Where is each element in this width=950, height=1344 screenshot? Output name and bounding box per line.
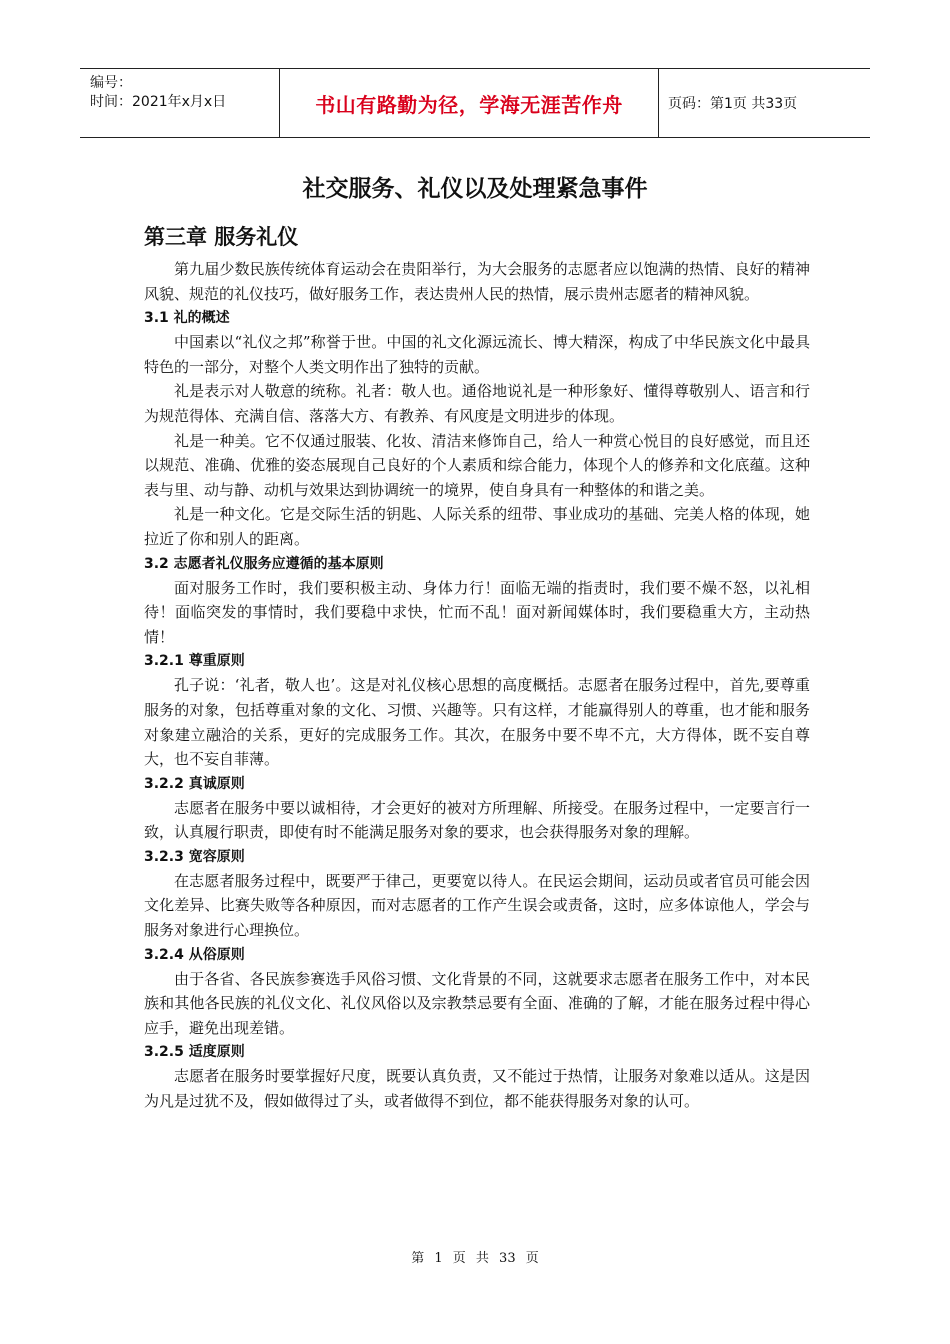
header-motto: 书山有路勤为径，学海无涯苦作舟 <box>315 92 623 117</box>
header-left-cell <box>80 69 280 137</box>
body-paragraph: 礼是表示对人敬意的统称。礼者：敬人也。通俗地说礼是一种形象好、懂得尊敬别人、语言和行为规范得体、充满自信、落落大方、有教养、有风度是文明进步的体现。 <box>144 382 810 425</box>
section-heading: 3.2.4 从俗原则 <box>144 946 245 963</box>
header-table <box>80 68 870 138</box>
page-footer: 第 1 页 共 33 页 <box>411 1251 539 1266</box>
document-title: 社交服务、礼仪以及处理紧急事件 <box>302 176 648 202</box>
document-number-label: 编号： <box>90 75 132 91</box>
header-motto-cell <box>280 69 659 137</box>
chapter-heading: 第三章 服务礼仪 <box>144 225 299 249</box>
document-date: 时间：2021年x月x日 <box>90 94 227 110</box>
section-heading: 3.2.1 尊重原则 <box>144 653 245 670</box>
body-paragraph: 面对服务工作时，我们要积极主动、身体力行！面临无端的指责时，我们要不燥不怒，以礼相待！面临突发的事情时，我们要稳中求快，忙而不乱！面对新闻媒体时，我们要稳重大方，主动热情！ <box>144 578 810 646</box>
header-page-cell <box>659 69 870 137</box>
body-paragraph: 礼是一种美。它不仅通过服装、化妆、清洁来修饰自己，给人一种赏心悦目的良好感觉，而且还以规范、准确、优雅的姿态展现自己良好的个人素质和综合能力，体现个人的修养和文化底蕴。这种表与里、动与静、动机与效果达到协调统一的境界，使自身具有一种整体的和谐之美。 <box>144 431 810 499</box>
section-heading: 3.2 志愿者礼仪服务应遵循的基本原则 <box>144 555 384 572</box>
body-paragraph: 在志愿者服务过程中，既要严于律己，更要宽以待人。在民运会期间，运动员或者官员可能会因文化差异、比赛失败等各种原因，而对志愿者的工作产生误会或责备，这时，应多体谅他人，学会与服务对象进行心理换位。 <box>144 871 810 940</box>
body-paragraph: 礼是一种文化。它是交际生活的钥匙、人际关系的纽带、事业成功的基础、完美人格的体现，她拉近了你和别人的距离。 <box>144 505 810 548</box>
body-paragraph: 中国素以“礼仪之邦”称誉于世。中国的礼文化源远流长、博大精深，构成了中华民族文化中最具特色的一部分，对整个人类文明作出了独特的贡献。 <box>144 333 810 376</box>
body-paragraph: 第九届少数民族传统体育运动会在贵阳举行，为大会服务的志愿者应以饱满的热情、良好的精神风貌、规范的礼仪技巧，做好服务工作，表达贵州人民的热情，展示贵州志愿者的精神风貌。 <box>144 260 810 303</box>
body-paragraph: 志愿者在服务时要掌握好尺度，既要认真负责，又不能过于热情，让服务对象难以适从。这是因为凡是过犹不及，假如做得过了头，或者做得不到位，都不能获得服务对象的认可。 <box>144 1067 810 1111</box>
section-heading: 3.2.2 真诚原则 <box>144 775 245 792</box>
header-page-info: 页码：第1页 共33页 <box>668 96 798 112</box>
body-paragraph: 志愿者在服务中要以诚相待，才会更好的被对方所理解、所接受。在服务过程中，一定要言行一致，认真履行职责，即使有时不能满足服务对象的要求，也会获得服务对象的理解。 <box>144 798 810 842</box>
section-heading: 3.2.3 宽容原则 <box>144 848 245 865</box>
body-paragraph: 孔子说：‘礼者，敬人也’。这是对礼仪核心思想的高度概括。志愿者在服务过程中，首先,要尊重服务的对象，包括尊重对象的文化、习惯、兴趣等。只有这样，才能赢得别人的尊重，也才能和服务对象建立融洽的关系，更好的完成服务工作。其次，在服务中要不卑不亢，大方得体，既不妄自尊大，也不妄自菲薄。 <box>144 676 810 769</box>
section-heading: 3.1 礼的概述 <box>144 310 230 327</box>
body-paragraph: 由于各省、各民族参赛选手风俗习惯、文化背景的不同，这就要求志愿者在服务工作中，对本民族和其他各民族的礼仪文化、礼仪风俗以及宗教禁忌要有全面、准确的了解，才能在服务过程中得心应手，避免出现差错。 <box>144 969 810 1037</box>
section-heading: 3.2.5 适度原则 <box>144 1044 245 1061</box>
document-body <box>144 257 810 1114</box>
